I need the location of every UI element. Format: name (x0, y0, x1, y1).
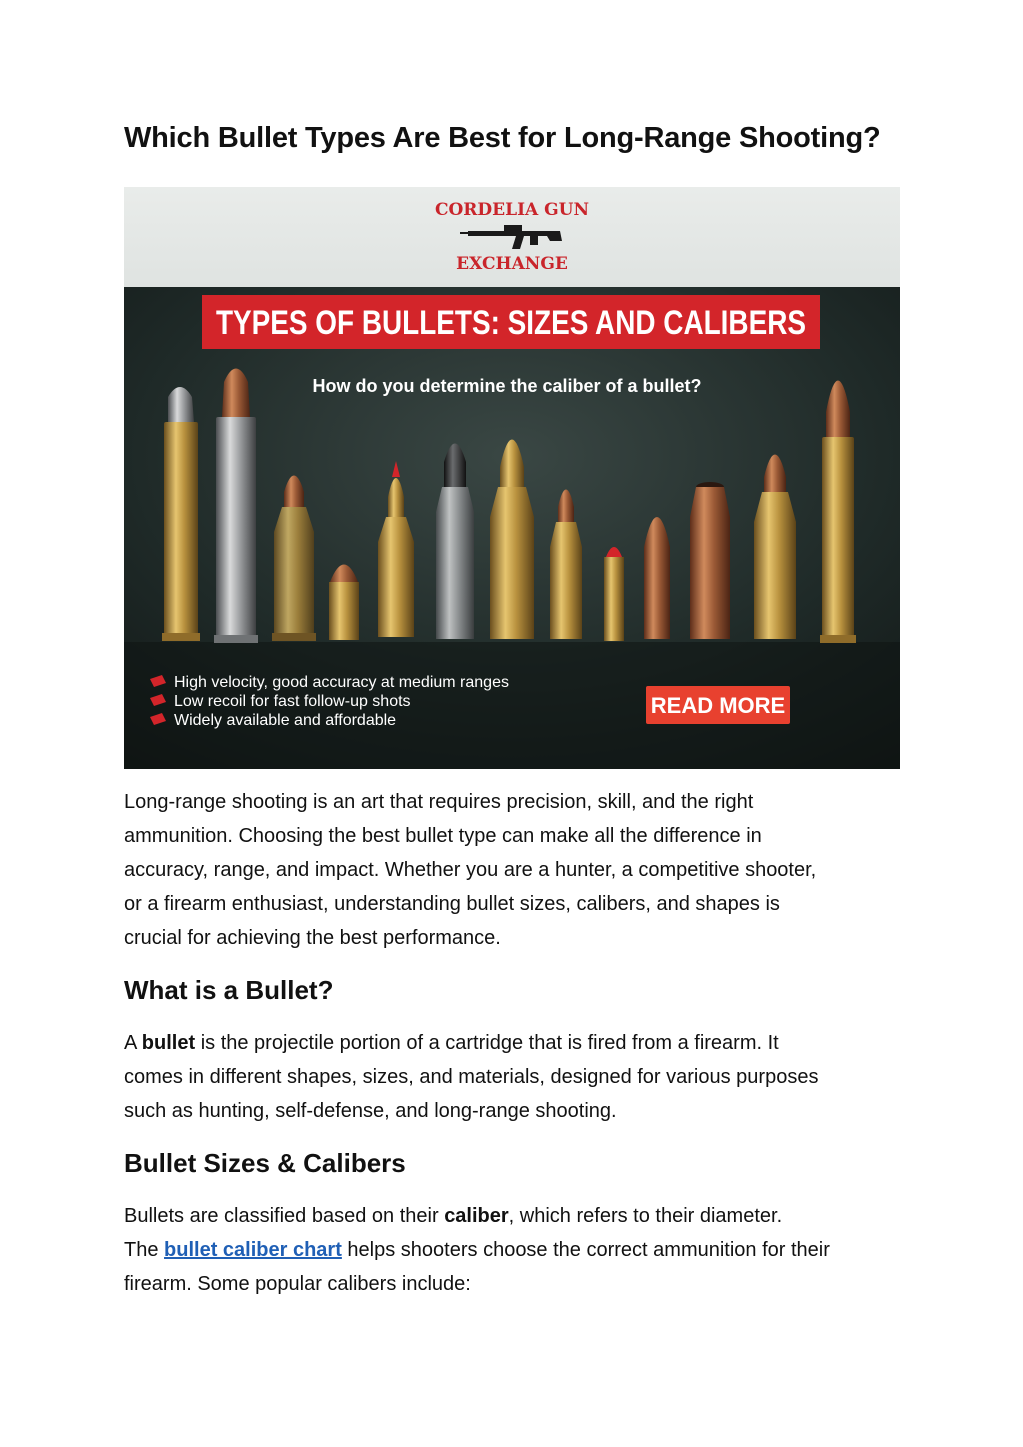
svg-text:High velocity, good accuracy a: High velocity, good accuracy at medium ranges (174, 674, 509, 691)
cartridge (604, 547, 624, 641)
cartridge (644, 517, 670, 639)
feature-item (150, 693, 411, 710)
cartridge (162, 387, 200, 641)
read-more-label: READ MORE (650, 693, 786, 718)
heading-what-is-bullet: What is a Bullet? (124, 975, 334, 1005)
banner-image[interactable] (124, 187, 900, 769)
bullet-definition-paragraph: A bullet is the projectile portion of a cartridge that is fired from a firearm. It comes in different shapes, sizes, and materials, designed for various purposes such as hunting, self-defense, and long-range shooting. (124, 1032, 819, 1122)
svg-text:Low recoil for fast follow-up: Low recoil for fast follow-up shots (174, 693, 411, 710)
feature-item (150, 712, 396, 729)
intro-paragraph: Long-range shooting is an art that requires precision, skill, and the right ammunition. Choosing the best bullet type can make all the difference in accuracy, range, and impact. Whether you are a hunter, a competitive shooter, or a firearm enthusiast, understanding bullet sizes, calibers, and shapes is crucial for achieving the best performance. (124, 791, 817, 949)
logo-line2: EXCHANGE (456, 254, 568, 274)
svg-text:Widely available and affordabl: Widely available and affordable (174, 712, 397, 729)
cartridge (329, 565, 359, 641)
read-more-button[interactable] (646, 686, 790, 724)
heading-bullet-sizes: Bullet Sizes & Calibers (124, 1148, 406, 1178)
page-title: Which Bullet Types Are Best for Long-Range Shooting? (124, 122, 881, 154)
banner-question: How do you determine the caliber of a bullet? (312, 376, 702, 396)
banner-headline: TYPES OF BULLETS: SIZES AND CALIBERS (216, 304, 806, 342)
calibers-paragraph: Bullets are classified based on their caliber, which refers to their diameter. The bullet caliber chart helps shooters choose the correct ammunition for their firearm. Some popular calibers include: (124, 1205, 830, 1295)
cartridge (690, 482, 730, 639)
bullet-caliber-chart-link[interactable]: bullet caliber chart (164, 1239, 342, 1261)
logo-line1: CORDELIA GUN (434, 200, 590, 220)
feature-item (150, 674, 509, 691)
